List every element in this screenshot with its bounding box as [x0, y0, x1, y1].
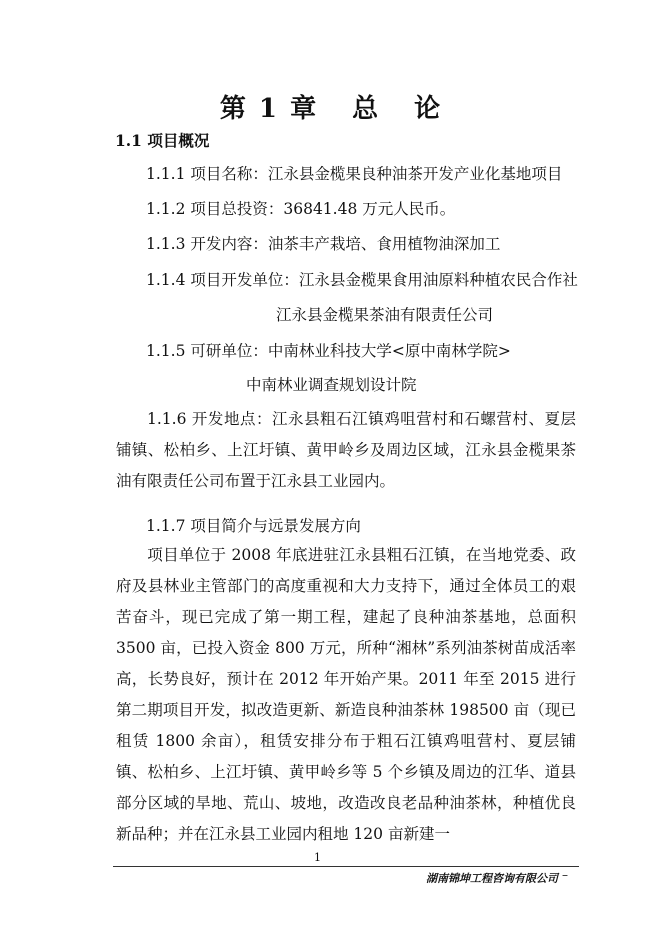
item-research-unit-second: 中南林业调查规划设计院	[246, 376, 417, 394]
body-paragraph	[116, 540, 576, 850]
item-development-content: 1.1.3 开发内容：油茶丰产栽培、食用植物油深加工	[146, 235, 501, 253]
item-project-name: 1.1.1 项目名称：江永县金榄果良种油茶开发产业化基地项目	[146, 165, 563, 183]
item-research-unit: 1.1.5 可研单位：中南林业科技大学<原中南林学院>	[146, 342, 511, 360]
footer-dash: –	[562, 868, 568, 882]
item-total-investment: 1.1.2 项目总投资：36841.48 万元人民币。	[146, 200, 456, 218]
item-development-location	[116, 404, 576, 497]
item-development-location-text: 1.1.6 开发地点：江永县粗石江镇鸡咀营村和石螺营村、夏层铺镇、松柏乡、上江圩镇、黄甲岭乡及周边区域，江永县金榄果茶油有限责任公司布置于江永县工业园内。	[116, 410, 576, 490]
section-heading: 1.1 项目概况	[115, 131, 210, 150]
chapter-word-1: 总	[352, 94, 381, 124]
item-project-intro-heading: 1.1.7 项目简介与远景发展方向	[146, 517, 361, 535]
body-paragraph-text: 项目单位于 2008 年底进驻江永县粗石江镇，在当地党委、政府及县林业主管部门的高度重视和大力支持下，通过全体员工的艰苦奋斗，现已完成了第一期工程，建起了良种油茶基地，总面积 3500 亩，已投入资金 800 万元，所种“湘林”系列油茶树苗成活率高，长势良好，预计在 2012 年开始产果。2011 年至 2015 进行第二期项目开发，拟改造更新、新造良种油茶林 198500 亩（现已租赁 1800 余亩），租赁安排分布于粗石江镇鸡咀营村、夏层铺镇、松柏乡、上江圩镇、黄甲岭乡等 5 个乡镇及周边的江华、道县部分区域的旱地、荒山、坡地，改造改良老品种油茶林，种植优良新品种；并在江永县工业园内租地 120 亩新建一	[116, 546, 576, 843]
chapter-title	[0, 88, 662, 125]
footer-divider	[113, 866, 579, 867]
item-developer-second: 江永县金榄果茶油有限责任公司	[276, 306, 494, 324]
footer-company: 湖南锦坤工程咨询有限公司	[426, 872, 558, 885]
page-number: 1	[314, 851, 321, 864]
chapter-number: 第 1 章	[219, 94, 319, 124]
item-developer: 1.1.4 项目开发单位：江永县金榄果食用油原料种植农民合作社	[146, 271, 578, 289]
chapter-word-2: 论	[414, 94, 443, 124]
